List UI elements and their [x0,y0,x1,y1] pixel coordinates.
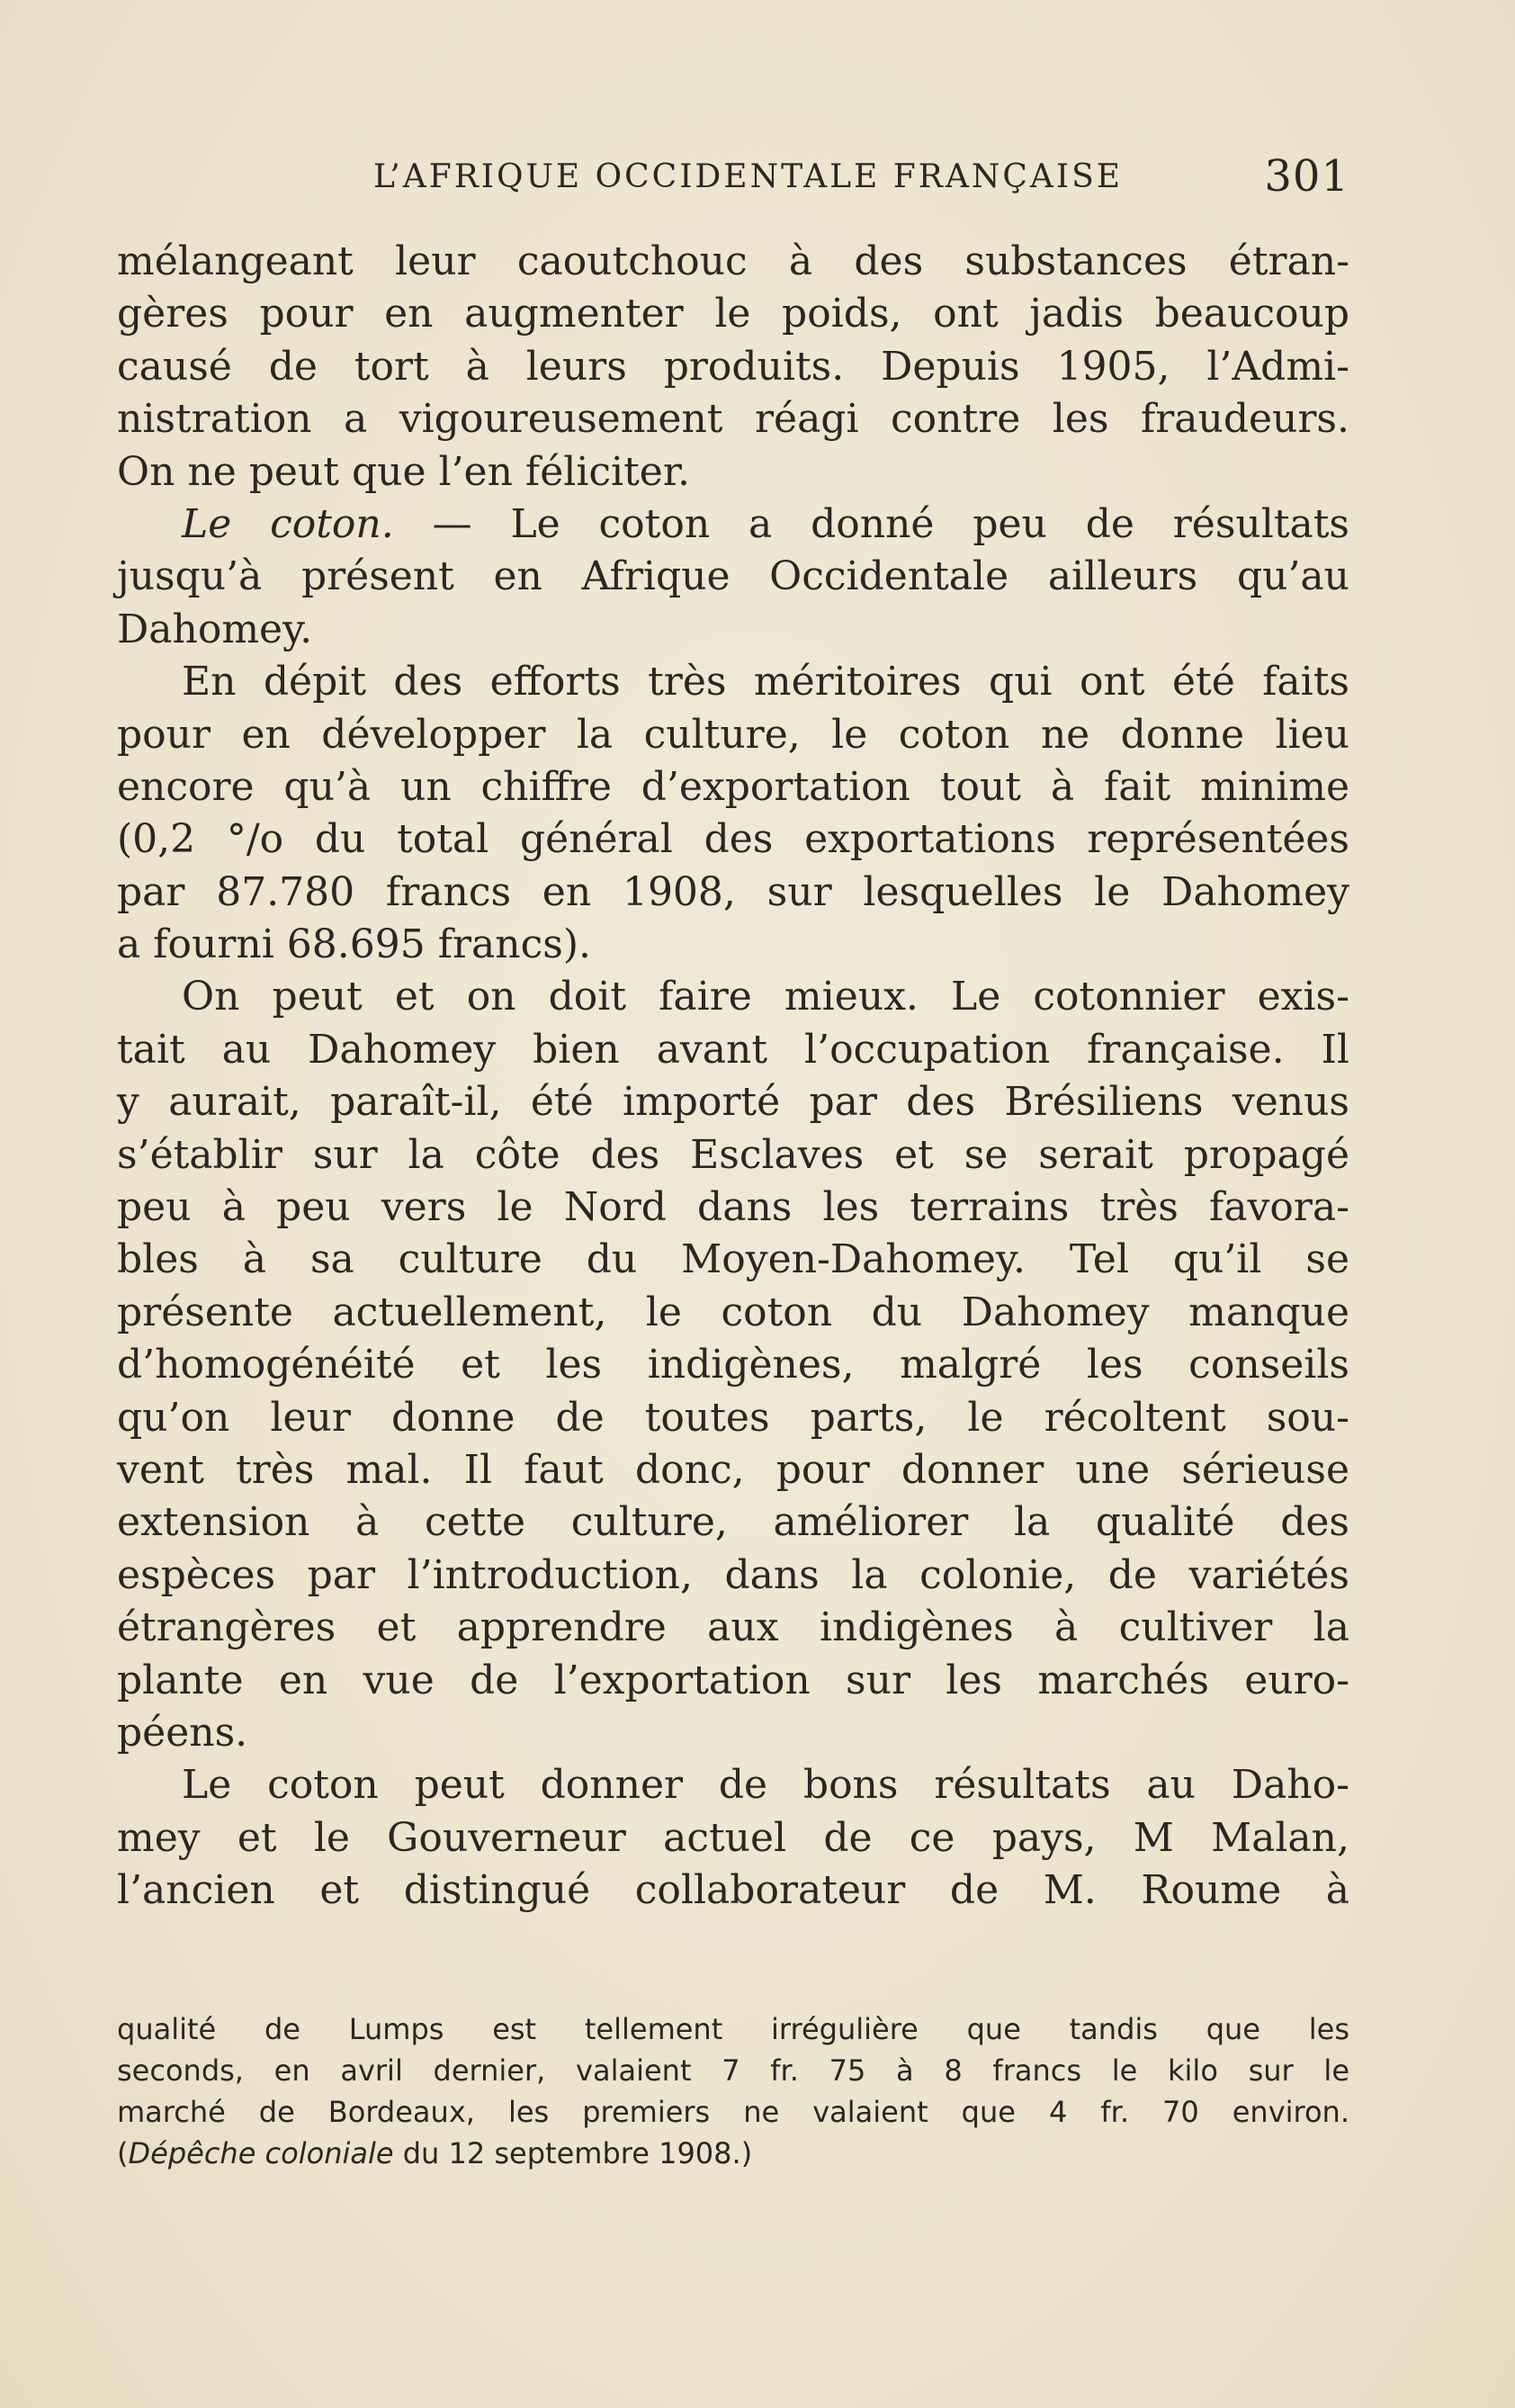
text-line-section-heading [117,499,1349,551]
text-line: Dahomey. [117,606,313,652]
running-title: L’AFRIQUE OCCIDENTALE FRANÇAISE [373,158,1124,195]
text-line: y aurait, paraît-il, été importé par des Brésiliens venus [117,1079,1349,1126]
text-line: étrangères et apprendre aux indigènes à cultiver la [117,1604,1349,1651]
text-line: bles à sa culture du Moyen-Dahomey. Tel qu’il se [117,1236,1349,1283]
text-line: encore qu’à un chiffre d’exportation tout à fait minime [117,763,1349,810]
section-title: Le coton. [182,500,394,547]
text-line: plante en vue de l’exportation sur les marchés euro- [117,1657,1349,1703]
text-line: espèces par l’introduction, dans la colonie, de variétés [117,1551,1349,1598]
text-line: nistration a vigoureusement réagi contre les fraudeurs. [117,396,1349,443]
text-line: gères pour en augmenter le poids, ont jadis beaucoup [117,291,1349,337]
text-line: présente actuellement, le coton du Dahomey manque [117,1289,1349,1335]
text-line: tait au Dahomey bien avant l’occupation française. Il [117,1026,1349,1073]
citation-open-paren: ( [117,2136,129,2170]
text-line: l’ancien et distingué collaborateur de M. Roume à [117,1867,1349,1914]
footnote-line: seconds, en avril dernier, valaient 7 fr. 75 à 8 francs le kilo sur le [117,2053,1349,2088]
section-lead: — Le coton a donné peu de résultats [432,500,1349,547]
text-line: pour en développer la culture, le coton ne donne lieu [117,711,1349,758]
footnote [117,2008,1349,2174]
footnote-citation-line [117,2133,1349,2174]
text-line: On peut et on doit faire mieux. Le cotonnier exis- [182,974,1349,1020]
text-line: par 87.780 francs en 1908, sur lesquelles le Dahomey [117,868,1349,915]
text-line: mey et le Gouverneur actuel de ce pays, M Malan, [117,1814,1349,1861]
footnote-line: marché de Bordeaux, les premiers ne valaient que 4 fr. 70 environ. [117,2095,1349,2129]
text-line: extension à cette culture, améliorer la qualité des [117,1499,1349,1546]
text-line: jusqu’à présent en Afrique Occidentale ailleurs qu’au [117,553,1349,600]
text-line: qu’on leur donne de toutes parts, le récoltent sou- [117,1394,1349,1441]
citation-date: du 12 septembre 1908.) [393,2136,753,2170]
footnote-line: qualité de Lumps est tellement irrégulière que tandis que les [117,2012,1349,2046]
text-line: En dépit des efforts très méritoires qui ont été faits [182,659,1349,705]
page-number: 301 [1264,151,1349,202]
citation-source: Dépêche coloniale [128,2136,394,2170]
text-line: On ne peut que l’en féliciter. [117,448,691,495]
text-line: vent très mal. Il faut donc, pour donner une sérieuse [117,1446,1349,1493]
text-line: peu à peu vers le Nord dans les terrains très favora- [117,1184,1349,1231]
text-line: d’homogénéité et les indigènes, malgré les conseils [117,1342,1349,1388]
text-line: a fourni 68.695 francs). [117,921,591,968]
text-line: péens. [117,1709,248,1756]
text-line: (0,2 °/o du total général des exportations représentées [117,816,1349,863]
page-header [117,151,1349,214]
text-line: s’établir sur la côte des Esclaves et se serait propagé [117,1131,1349,1178]
text-line: Le coton peut donner de bons résultats au Daho- [182,1762,1349,1809]
main-text [117,236,1349,1918]
text-line: mélangeant leur caoutchouc à des substances étran- [117,238,1349,284]
text-line: causé de tort à leurs produits. Depuis 1905, l’Admi- [117,343,1349,390]
